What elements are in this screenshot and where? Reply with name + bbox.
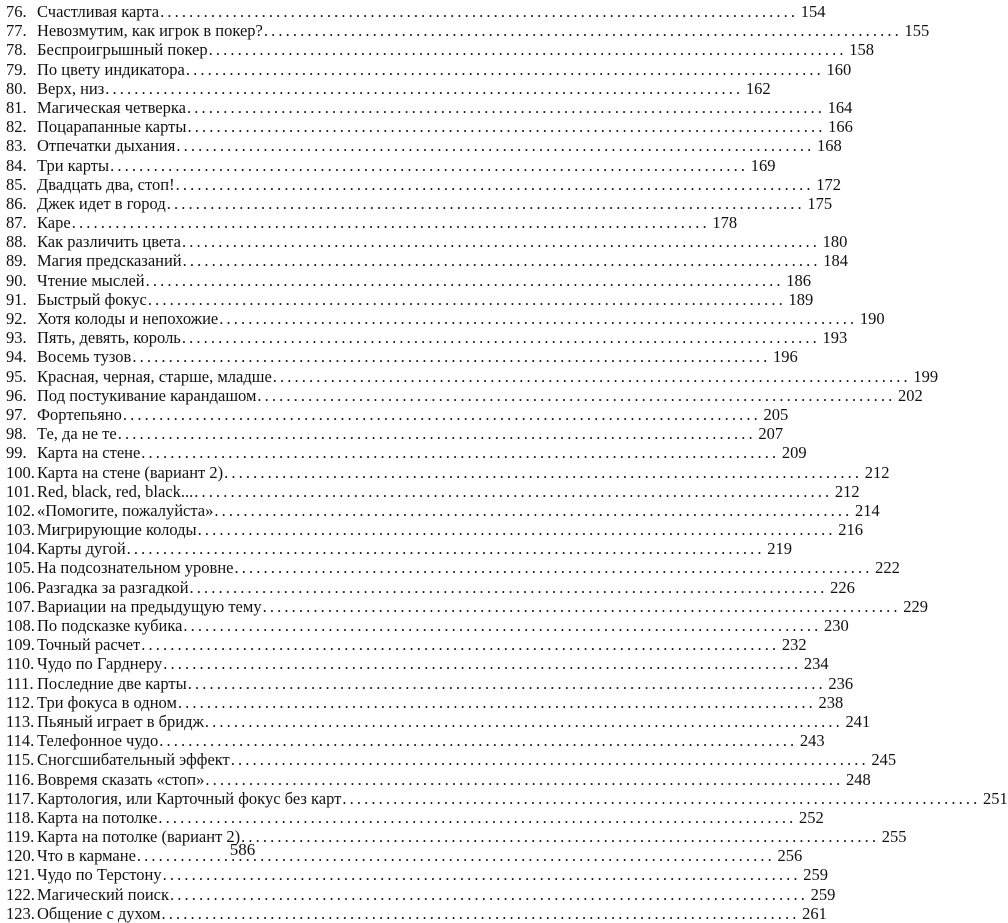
toc-entry-page: 175 bbox=[807, 193, 833, 213]
toc-entry bbox=[6, 903, 827, 923]
toc-entry-page: 216 bbox=[838, 520, 864, 540]
toc-entry bbox=[6, 270, 811, 290]
toc-entry-title: Магия предсказаний bbox=[37, 251, 182, 271]
dot-leader bbox=[182, 328, 816, 347]
toc-entry bbox=[6, 616, 849, 635]
toc-entry bbox=[6, 213, 738, 233]
dot-leader bbox=[231, 750, 865, 769]
toc-entry-number: 106. bbox=[6, 577, 35, 597]
toc-entry-number: 110. bbox=[6, 654, 35, 674]
toc-entry bbox=[6, 232, 848, 252]
toc-entry-title: Те, да не те bbox=[37, 424, 117, 444]
dot-leader bbox=[214, 501, 848, 520]
toc-entry-number: 82. bbox=[6, 117, 27, 137]
toc-entry-number: 81. bbox=[6, 97, 27, 117]
toc-entry-page: 222 bbox=[875, 558, 900, 578]
toc-entry-page: 248 bbox=[846, 769, 871, 789]
toc-entry bbox=[6, 251, 849, 271]
toc-entry-number: 108. bbox=[6, 616, 35, 635]
toc-entry-page: 261 bbox=[802, 903, 827, 923]
toc-entry-page: 245 bbox=[871, 750, 897, 770]
toc-entry bbox=[6, 520, 864, 540]
toc-entry-page: 259 bbox=[810, 884, 836, 904]
toc-entry-page: 256 bbox=[777, 846, 803, 866]
dot-leader bbox=[72, 213, 706, 232]
toc-entry-title: Три карты bbox=[37, 155, 110, 175]
toc-entry bbox=[6, 78, 771, 98]
toc-entry bbox=[6, 136, 842, 156]
toc-entry bbox=[6, 193, 833, 213]
toc-entry bbox=[6, 404, 789, 424]
dot-leader bbox=[273, 367, 907, 386]
toc-entry-title: Под постукивание карандашом bbox=[37, 385, 257, 405]
toc-entry-page: 230 bbox=[824, 616, 849, 635]
toc-entry-number: 121. bbox=[6, 865, 35, 885]
toc-entry-number: 100. bbox=[6, 462, 35, 482]
toc-entry-title: Разгадка за разгадкой bbox=[37, 577, 189, 597]
toc-entry-page: 229 bbox=[903, 596, 928, 616]
toc-entry-number: 118. bbox=[6, 807, 35, 827]
dot-leader bbox=[178, 693, 812, 712]
toc-entry-number: 93. bbox=[6, 328, 27, 348]
toc-entry bbox=[6, 807, 824, 827]
toc-entry-number: 77. bbox=[6, 21, 27, 41]
toc-entry bbox=[6, 711, 871, 731]
toc-entry-title: Red, black, red, black... bbox=[37, 481, 194, 501]
toc-entry-title: Чтение мыслей bbox=[37, 270, 145, 290]
toc-entry-page: 178 bbox=[712, 213, 738, 233]
toc-entry-page: 164 bbox=[827, 97, 853, 117]
dot-leader bbox=[176, 136, 810, 155]
toc-entry-page: 172 bbox=[816, 174, 841, 194]
toc-entry-title: Мигрирующие колоды bbox=[37, 520, 197, 540]
dot-leader bbox=[186, 60, 820, 79]
dot-leader bbox=[224, 463, 858, 482]
toc-entry-page: 226 bbox=[830, 577, 855, 597]
toc-entry-number: 94. bbox=[6, 347, 27, 367]
dot-leader bbox=[118, 424, 752, 443]
toc-entry-number: 92. bbox=[6, 309, 27, 328]
toc-entry-number: 79. bbox=[6, 59, 27, 79]
dot-leader bbox=[162, 904, 796, 923]
dot-leader bbox=[141, 635, 775, 654]
dot-leader bbox=[146, 271, 780, 290]
dot-leader bbox=[209, 40, 843, 59]
dot-leader bbox=[188, 674, 822, 693]
dot-leader bbox=[187, 117, 821, 136]
toc-entry bbox=[6, 462, 890, 482]
toc-entry bbox=[6, 577, 855, 597]
toc-entry-title: Общение с духом bbox=[37, 903, 161, 923]
toc-entry-title: Три фокуса в одном bbox=[37, 692, 177, 712]
toc-entry bbox=[6, 59, 852, 79]
toc-entry-title: Хотя колоды и непохожие bbox=[37, 309, 219, 328]
toc-entry-title: Карта на потолке bbox=[37, 807, 158, 827]
dot-leader bbox=[257, 386, 891, 405]
toc-entry-page: 251 bbox=[982, 788, 1008, 808]
toc-entry-page: 193 bbox=[822, 328, 848, 348]
toc-entry-page: 243 bbox=[799, 731, 825, 751]
toc-entry-page: 234 bbox=[803, 654, 829, 674]
dot-leader bbox=[187, 98, 821, 117]
toc-entry-number: 116. bbox=[6, 769, 35, 789]
toc-entry-number: 101. bbox=[6, 481, 35, 501]
dot-leader bbox=[141, 443, 775, 462]
dot-leader bbox=[190, 578, 824, 597]
toc-entry-page: 186 bbox=[786, 270, 811, 290]
toc-entry-title: На подсознательном уровне bbox=[37, 558, 234, 578]
dot-leader bbox=[132, 347, 766, 366]
dot-leader bbox=[123, 405, 757, 424]
toc-entry bbox=[6, 865, 828, 885]
toc-entry-page: 189 bbox=[788, 289, 814, 309]
toc-entry-title: По цвету индикатора bbox=[37, 59, 185, 79]
dot-leader bbox=[158, 808, 792, 827]
toc-entry-number: 97. bbox=[6, 404, 27, 424]
dot-leader bbox=[205, 770, 839, 789]
toc-entry-page: 219 bbox=[767, 539, 793, 559]
toc-entry bbox=[6, 558, 900, 578]
toc-entry bbox=[6, 443, 807, 463]
toc-entry-number: 115. bbox=[6, 750, 35, 770]
toc-entry-page: 238 bbox=[818, 692, 844, 712]
toc-entry-page: 207 bbox=[758, 424, 784, 444]
toc-entry-page: 162 bbox=[745, 78, 771, 98]
toc-entry-number: 85. bbox=[6, 174, 27, 194]
dot-leader bbox=[159, 731, 793, 750]
toc-entry-number: 122. bbox=[6, 884, 35, 904]
toc-entry-page: 202 bbox=[898, 385, 923, 405]
toc-entry-title: Беспроигрышный покер bbox=[37, 40, 208, 60]
toc-entry-number: 87. bbox=[6, 213, 27, 233]
toc-entry-number: 76. bbox=[6, 2, 27, 21]
toc-entry-title: Сногсшибательный эффект bbox=[37, 750, 230, 770]
page-number: 586 bbox=[229, 840, 256, 859]
toc-entry bbox=[6, 2, 826, 21]
toc-entry bbox=[6, 366, 939, 386]
toc-entry-title: Карта на стене bbox=[37, 443, 141, 463]
toc-entry-number: 123. bbox=[6, 903, 35, 923]
dot-leader bbox=[342, 789, 976, 808]
toc-entry-title: Каре bbox=[37, 213, 71, 233]
dot-leader bbox=[264, 21, 898, 40]
toc-entry-title: Магический поиск bbox=[37, 884, 169, 904]
dot-leader bbox=[167, 194, 801, 213]
dot-leader bbox=[198, 520, 832, 539]
toc-entry bbox=[6, 117, 853, 137]
toc-entry-title: Пьяный играет в бридж bbox=[37, 711, 204, 731]
toc-entry-title: Счастливая карта bbox=[37, 2, 160, 21]
toc-entry-page: 214 bbox=[854, 500, 880, 520]
toc-entry bbox=[6, 500, 880, 520]
toc-entry bbox=[6, 385, 923, 405]
toc-entry-page: 212 bbox=[834, 481, 860, 501]
toc-entry bbox=[6, 692, 844, 712]
toc-entry-page: 190 bbox=[859, 309, 885, 328]
dot-leader bbox=[105, 79, 739, 98]
toc-entry-number: 103. bbox=[6, 520, 35, 540]
dot-leader bbox=[182, 232, 816, 251]
toc-entry bbox=[6, 155, 776, 175]
toc-entry bbox=[6, 174, 841, 194]
toc-entry-number: 114. bbox=[6, 731, 35, 751]
toc-entry-number: 102. bbox=[6, 500, 35, 520]
toc-entry-number: 84. bbox=[6, 155, 27, 175]
dot-leader bbox=[163, 654, 797, 673]
toc-entry-number: 111. bbox=[6, 673, 34, 693]
toc-entry-title: Невозмутим, как игрок в покер? bbox=[37, 21, 263, 41]
toc-entry-number: 96. bbox=[6, 385, 27, 405]
toc-entry-number: 105. bbox=[6, 558, 35, 578]
toc-entry-number: 107. bbox=[6, 596, 35, 616]
toc-entry-title: Вариации на предыдущую тему bbox=[37, 596, 262, 616]
toc-entry bbox=[6, 328, 848, 348]
toc-entry bbox=[6, 309, 885, 328]
toc-entry bbox=[6, 40, 875, 60]
toc-entry bbox=[6, 596, 928, 616]
toc-entry-page: 158 bbox=[849, 40, 875, 60]
toc-entry-title: Двадцать два, стоп! bbox=[37, 174, 175, 194]
toc-entry-number: 113. bbox=[6, 711, 35, 731]
toc-entry bbox=[6, 769, 871, 789]
table-of-contents bbox=[6, 2, 1008, 923]
toc-entry bbox=[6, 347, 798, 367]
toc-entry-title: Картология, или Карточный фокус без карт bbox=[37, 788, 342, 808]
toc-entry-number: 104. bbox=[6, 539, 35, 559]
toc-entry-page: 155 bbox=[904, 21, 930, 41]
toc-entry-number: 91. bbox=[6, 289, 27, 309]
toc-entry-number: 88. bbox=[6, 232, 27, 252]
toc-entry bbox=[6, 424, 784, 444]
toc-entry-title: Магическая четверка bbox=[37, 97, 186, 117]
dot-leader bbox=[148, 290, 782, 309]
toc-entry-page: 205 bbox=[763, 404, 789, 424]
toc-entry-page: 199 bbox=[913, 366, 939, 386]
dot-leader bbox=[183, 616, 817, 635]
toc-entry bbox=[6, 289, 814, 309]
toc-entry bbox=[6, 21, 930, 41]
toc-entry-page: 168 bbox=[816, 136, 842, 156]
dot-leader bbox=[263, 597, 897, 616]
toc-entry-page: 236 bbox=[828, 673, 854, 693]
dot-leader bbox=[205, 712, 839, 731]
toc-entry-page: 184 bbox=[823, 251, 849, 271]
toc-entry bbox=[6, 788, 1008, 808]
toc-entry-number: 86. bbox=[6, 193, 27, 213]
toc-entry-title: Телефонное чудо bbox=[37, 731, 159, 751]
toc-entry-number: 95. bbox=[6, 366, 27, 386]
toc-entry-page: 232 bbox=[781, 635, 807, 655]
toc-entry-number: 120. bbox=[6, 846, 35, 866]
toc-entry-number: 98. bbox=[6, 424, 27, 444]
toc-entry-title: Точный расчет bbox=[37, 635, 141, 655]
toc-entry-title: Пять, девять, король bbox=[37, 328, 181, 348]
toc-entry-page: 209 bbox=[781, 443, 807, 463]
dot-leader bbox=[163, 865, 797, 884]
toc-entry-title: Как различить цвета bbox=[37, 232, 181, 252]
toc-entry-page: 180 bbox=[822, 232, 848, 252]
toc-entry-title: Последние две карты bbox=[37, 673, 187, 693]
toc-entry bbox=[6, 884, 836, 904]
dot-leader bbox=[110, 156, 744, 175]
dot-leader bbox=[235, 558, 869, 577]
dot-leader bbox=[219, 309, 853, 328]
toc-entry-title: «Помогите, пожалуйста» bbox=[37, 500, 214, 520]
toc-entry-title: Джек идет в город bbox=[37, 193, 166, 213]
toc-entry-title: Фортепьяно bbox=[37, 404, 122, 424]
toc-entry-page: 252 bbox=[798, 807, 824, 827]
toc-entry-title: Чудо по Гарднеру bbox=[37, 654, 163, 674]
toc-entry-number: 112. bbox=[6, 692, 35, 712]
toc-entry bbox=[6, 97, 853, 117]
toc-entry-title: Красная, черная, старше, младше bbox=[37, 366, 272, 386]
toc-entry-title: Отпечатки дыхания bbox=[37, 136, 176, 156]
dot-leader bbox=[183, 251, 817, 270]
toc-entry-number: 90. bbox=[6, 270, 27, 290]
dot-leader bbox=[176, 175, 810, 194]
toc-entry bbox=[6, 731, 825, 751]
toc-entry-page: 160 bbox=[826, 59, 852, 79]
toc-entry-title: Вовремя сказать «стоп» bbox=[37, 769, 205, 789]
dot-leader bbox=[160, 2, 794, 21]
toc-entry-title: Карты дугой bbox=[37, 539, 126, 559]
toc-entry-title: Карта на стене (вариант 2) bbox=[37, 462, 224, 482]
dot-leader bbox=[127, 539, 761, 558]
toc-entry-title: Чудо по Терстону bbox=[37, 865, 162, 885]
toc-entry-title: Что в кармане bbox=[37, 846, 136, 866]
toc-entry-page: 241 bbox=[845, 711, 871, 731]
toc-entry-title: Быстрый фокус bbox=[37, 289, 147, 309]
toc-entry-number: 119. bbox=[6, 827, 35, 847]
toc-entry-number: 99. bbox=[6, 443, 27, 463]
toc-entry-page: 255 bbox=[881, 827, 907, 847]
toc-entry-number: 80. bbox=[6, 78, 27, 98]
toc-entry-number: 78. bbox=[6, 40, 27, 60]
dot-leader bbox=[170, 885, 804, 904]
toc-entry-page: 169 bbox=[750, 155, 776, 175]
toc-entry bbox=[6, 673, 854, 693]
toc-entry-title: Верх, низ bbox=[37, 78, 105, 98]
toc-entry bbox=[6, 750, 897, 770]
toc-entry bbox=[6, 539, 793, 559]
toc-entry-number: 117. bbox=[6, 788, 35, 808]
toc-entry-title: Карта на потолке (вариант 2) bbox=[37, 827, 241, 847]
toc-entry-title: Поцарапанные карты bbox=[37, 117, 187, 137]
toc-entry-title: По подсказке кубика bbox=[37, 616, 183, 635]
toc-entry-page: 154 bbox=[800, 2, 826, 21]
toc-entry-title: Восемь тузов bbox=[37, 347, 132, 367]
toc-entry bbox=[6, 635, 807, 655]
toc-entry bbox=[6, 481, 860, 501]
toc-entry-number: 89. bbox=[6, 251, 27, 271]
toc-entry bbox=[6, 654, 829, 674]
dot-leader bbox=[194, 482, 828, 501]
toc-entry-number: 83. bbox=[6, 136, 27, 156]
toc-entry-page: 196 bbox=[772, 347, 798, 367]
toc-entry-page: 212 bbox=[864, 462, 890, 482]
toc-entry-page: 259 bbox=[803, 865, 828, 885]
toc-entry-number: 109. bbox=[6, 635, 35, 655]
toc-entry-page: 166 bbox=[828, 117, 853, 137]
